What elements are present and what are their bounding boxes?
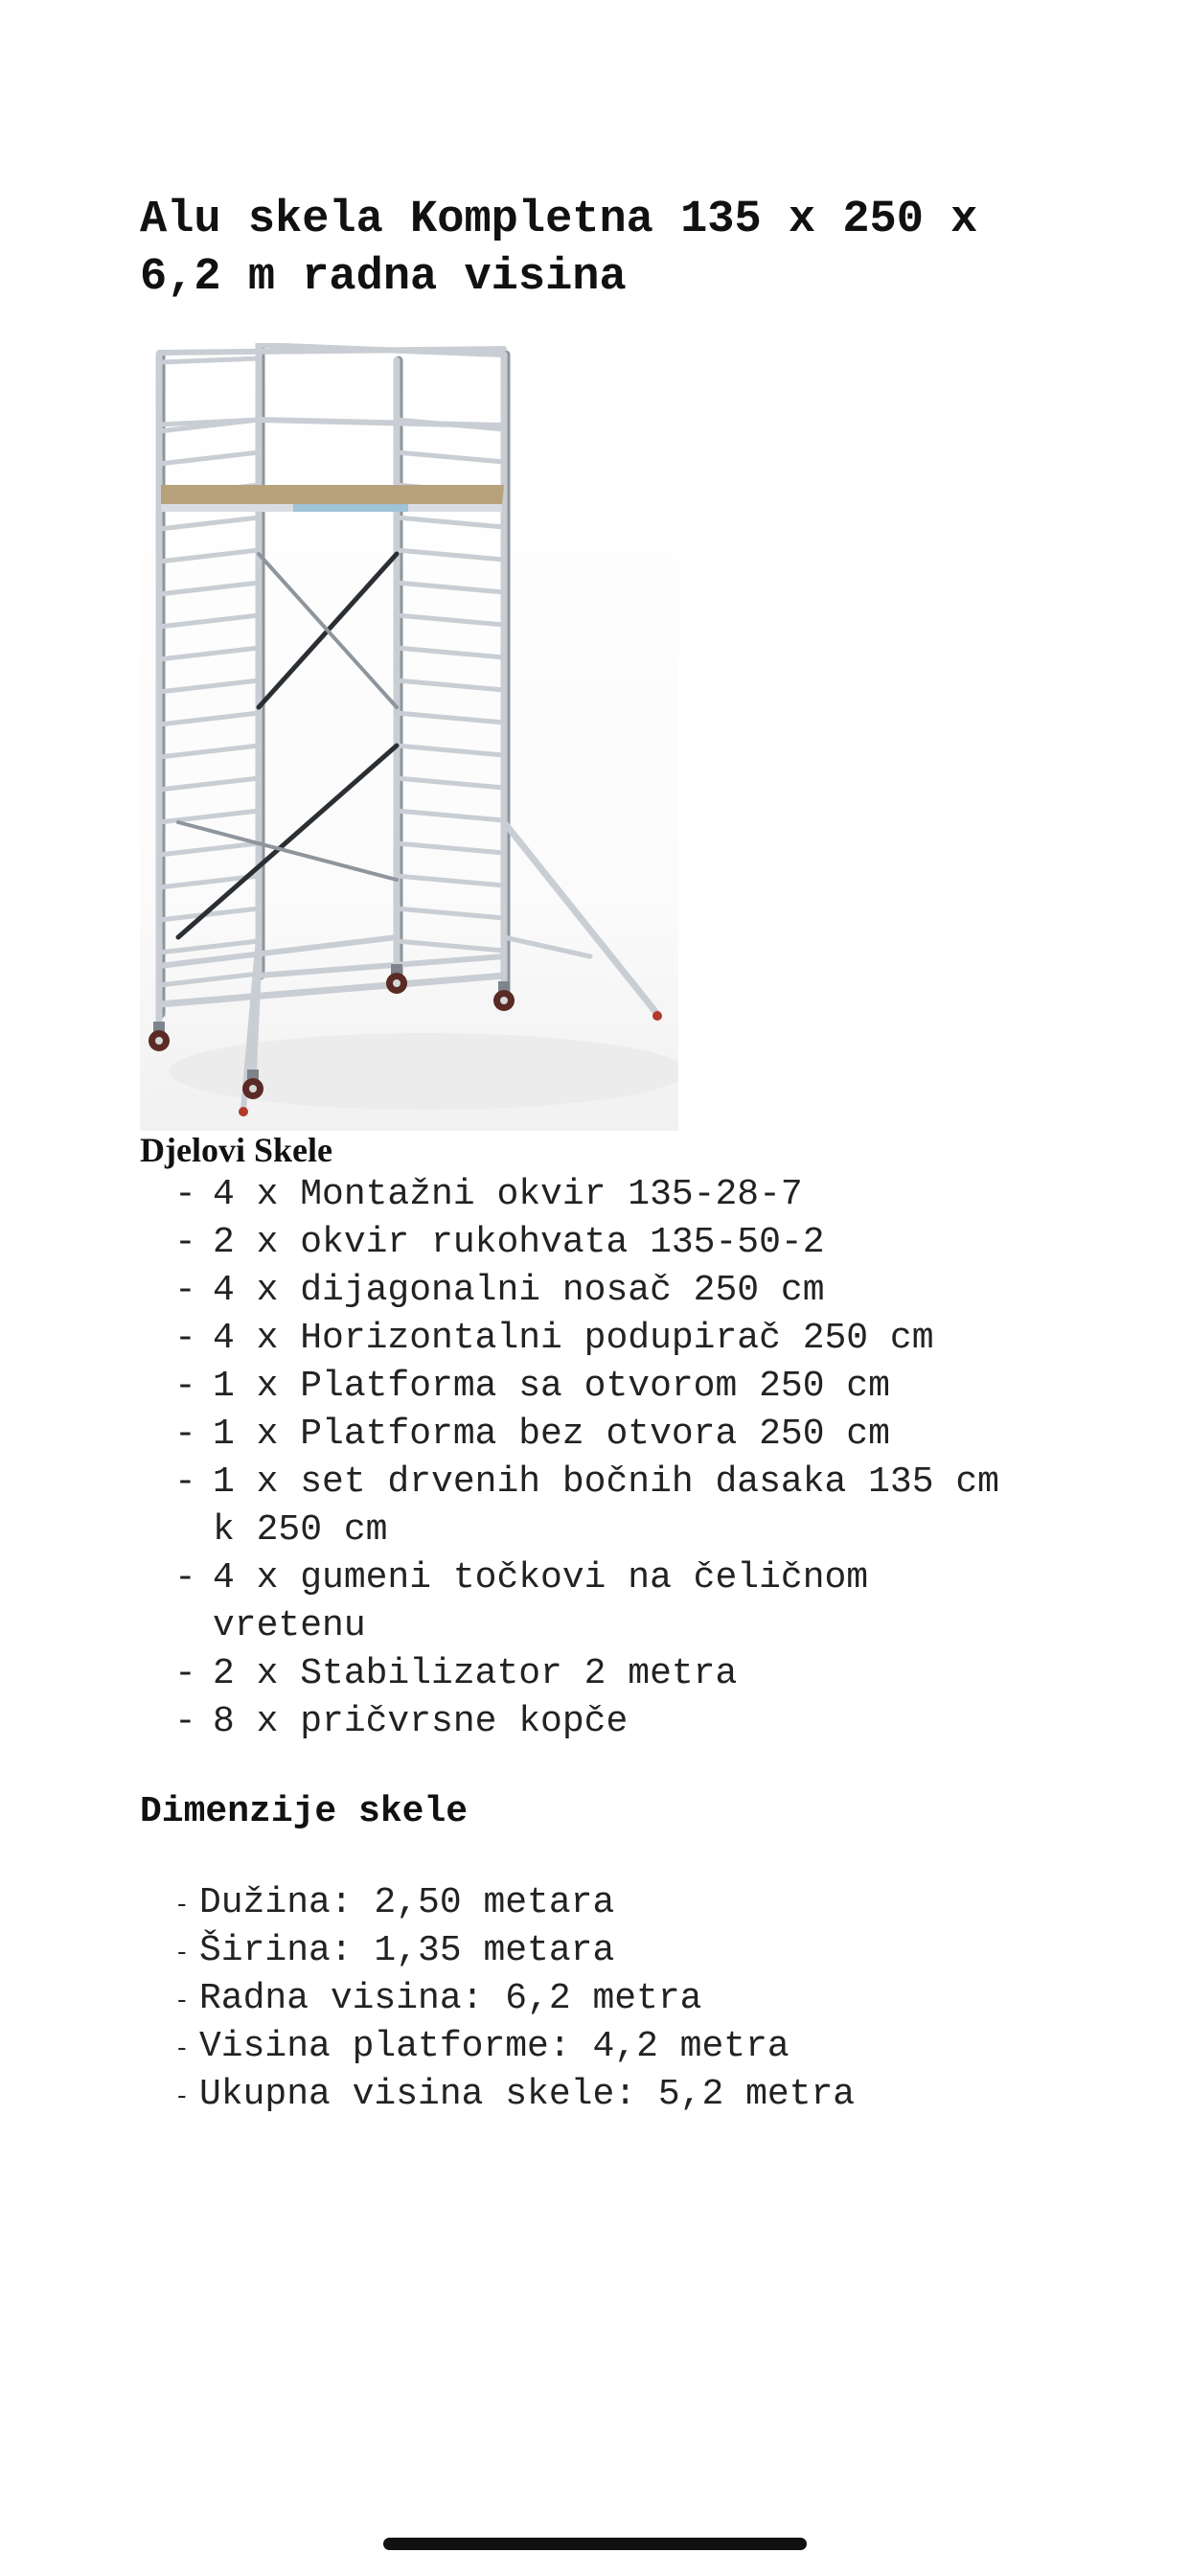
part-item-text: 2 x Stabilizator 2 metra (213, 1653, 738, 1694)
dimension-item-text: Visina platforme: 4,2 metra (199, 2026, 790, 2067)
scaffold-rung (397, 908, 504, 918)
bullet-icon: - (174, 1557, 196, 1598)
part-item (174, 1315, 1037, 1363)
part-item-text: 4 x dijagonalni nosač 250 cm (213, 1270, 825, 1311)
scaffold-rung (397, 518, 504, 527)
dimensions-heading: Dimenzije skele (140, 1791, 469, 1832)
part-item (174, 1267, 1037, 1315)
bullet-icon: - (174, 1701, 196, 1742)
scaffold-rung (159, 713, 259, 724)
scaffold-rung (397, 583, 504, 592)
scaffold-rung (397, 941, 504, 951)
scaffold-rung (159, 974, 259, 985)
scaffold-rung (159, 648, 259, 659)
scaffold-rung (159, 583, 259, 594)
part-item (174, 1459, 1037, 1554)
dimension-item-text: Radna visina: 6,2 metra (199, 1978, 702, 2019)
bullet-icon: - (174, 1653, 196, 1694)
dimension-item-text: Ukupna visina skele: 5,2 metra (199, 2074, 856, 2115)
part-item-text: 4 x gumeni točkovi na čeličnom vretenu (213, 1557, 869, 1646)
bullet-icon: - (174, 1318, 196, 1359)
platform-deck (161, 485, 504, 506)
bullet-icon: - (174, 1270, 196, 1311)
scaffold-rung (397, 746, 504, 755)
part-item-text: 2 x okvir rukohvata 135-50-2 (213, 1222, 825, 1263)
part-item (174, 1650, 1037, 1698)
wheel-hub (249, 1085, 257, 1092)
wheel-hub (393, 979, 400, 987)
scaffold-rung (397, 452, 504, 462)
bullet-icon: - (174, 1222, 196, 1263)
product-image (140, 343, 678, 1131)
part-item-text: 8 x pričvrsne kopče (213, 1701, 629, 1742)
scaffold-rung (159, 550, 259, 562)
part-item-text: 4 x Montažni okvir 135-28-7 (213, 1174, 803, 1215)
dimension-item (174, 1975, 1037, 2023)
scaffold-rung (397, 550, 504, 560)
part-item-text: 1 x set drvenih bočnih dasaka 135 cm k 250 cm (213, 1461, 999, 1551)
scaffold-rung (159, 680, 259, 692)
bullet-icon: - (174, 1366, 196, 1407)
part-item (174, 1698, 1037, 1746)
scaffold-rung (397, 713, 504, 723)
bullet-icon: - (174, 2082, 190, 2111)
part-item (174, 1554, 1037, 1650)
dimension-item (174, 1927, 1037, 1975)
dimension-item-text: Širina: 1,35 metara (199, 1930, 615, 1971)
scaffold-rung (159, 518, 259, 529)
scaffold-rung (397, 615, 504, 625)
bullet-icon: - (174, 1461, 196, 1503)
scaffold-rung (159, 811, 259, 822)
scaffold-rung (397, 778, 504, 788)
scaffold-rung (397, 648, 504, 657)
parts-heading: Djelovi Skele (140, 1131, 332, 1169)
scaffold-rung (159, 452, 259, 464)
dimensions-list (174, 1879, 1037, 2119)
part-item-text: 1 x Platforma bez otvora 250 cm (213, 1414, 890, 1455)
home-indicator[interactable] (383, 2538, 807, 2550)
bullet-icon: - (174, 1987, 190, 2015)
part-item (174, 1219, 1037, 1267)
bullet-icon: - (174, 1414, 196, 1455)
scaffold-rung (159, 843, 259, 855)
scaffold-rung (397, 811, 504, 820)
bullet-icon: - (174, 1939, 190, 1967)
bullet-icon: - (174, 1891, 190, 1920)
guardrail (259, 420, 504, 426)
scaffold-tower-photo-icon (140, 343, 678, 1131)
bottom-horizontal (159, 937, 397, 966)
scaffold-rung (159, 941, 259, 953)
dimension-item-text: Dužina: 2,50 metara (199, 1882, 615, 1923)
dimension-item (174, 2071, 1037, 2119)
stabilizer (504, 937, 590, 956)
guardrail (159, 358, 259, 362)
part-item (174, 1171, 1037, 1219)
scaffold-rung (397, 680, 504, 690)
part-item-text: 1 x Platforma sa otvorom 250 cm (213, 1366, 890, 1407)
part-item (174, 1363, 1037, 1411)
dimension-item (174, 2023, 1037, 2071)
page-title: Alu skela Kompletna 135 x 250 x 6,2 m radna visina (140, 195, 978, 303)
scaffold-rung (159, 778, 259, 790)
diagonal-brace (178, 746, 397, 937)
scaffold-rung (397, 843, 504, 853)
wheel-hub (155, 1037, 163, 1045)
part-item-text: 4 x Horizontalni podupirač 250 cm (213, 1318, 934, 1359)
part-item (174, 1411, 1037, 1459)
dimension-item (174, 1879, 1037, 1927)
wheel-hub (500, 997, 508, 1004)
scaffold-rung (159, 615, 259, 627)
scaffold-rung (159, 746, 259, 757)
bullet-icon: - (174, 2035, 190, 2063)
stabilizer-foot (652, 1011, 662, 1021)
parts-list (174, 1171, 1037, 1746)
bottom-horizontal (259, 956, 504, 976)
scaffold-rung (397, 876, 504, 886)
bullet-icon: - (174, 1174, 196, 1215)
stabilizer-foot (239, 1107, 248, 1116)
stabilizer (504, 822, 657, 1014)
toe-board-label (293, 504, 408, 512)
